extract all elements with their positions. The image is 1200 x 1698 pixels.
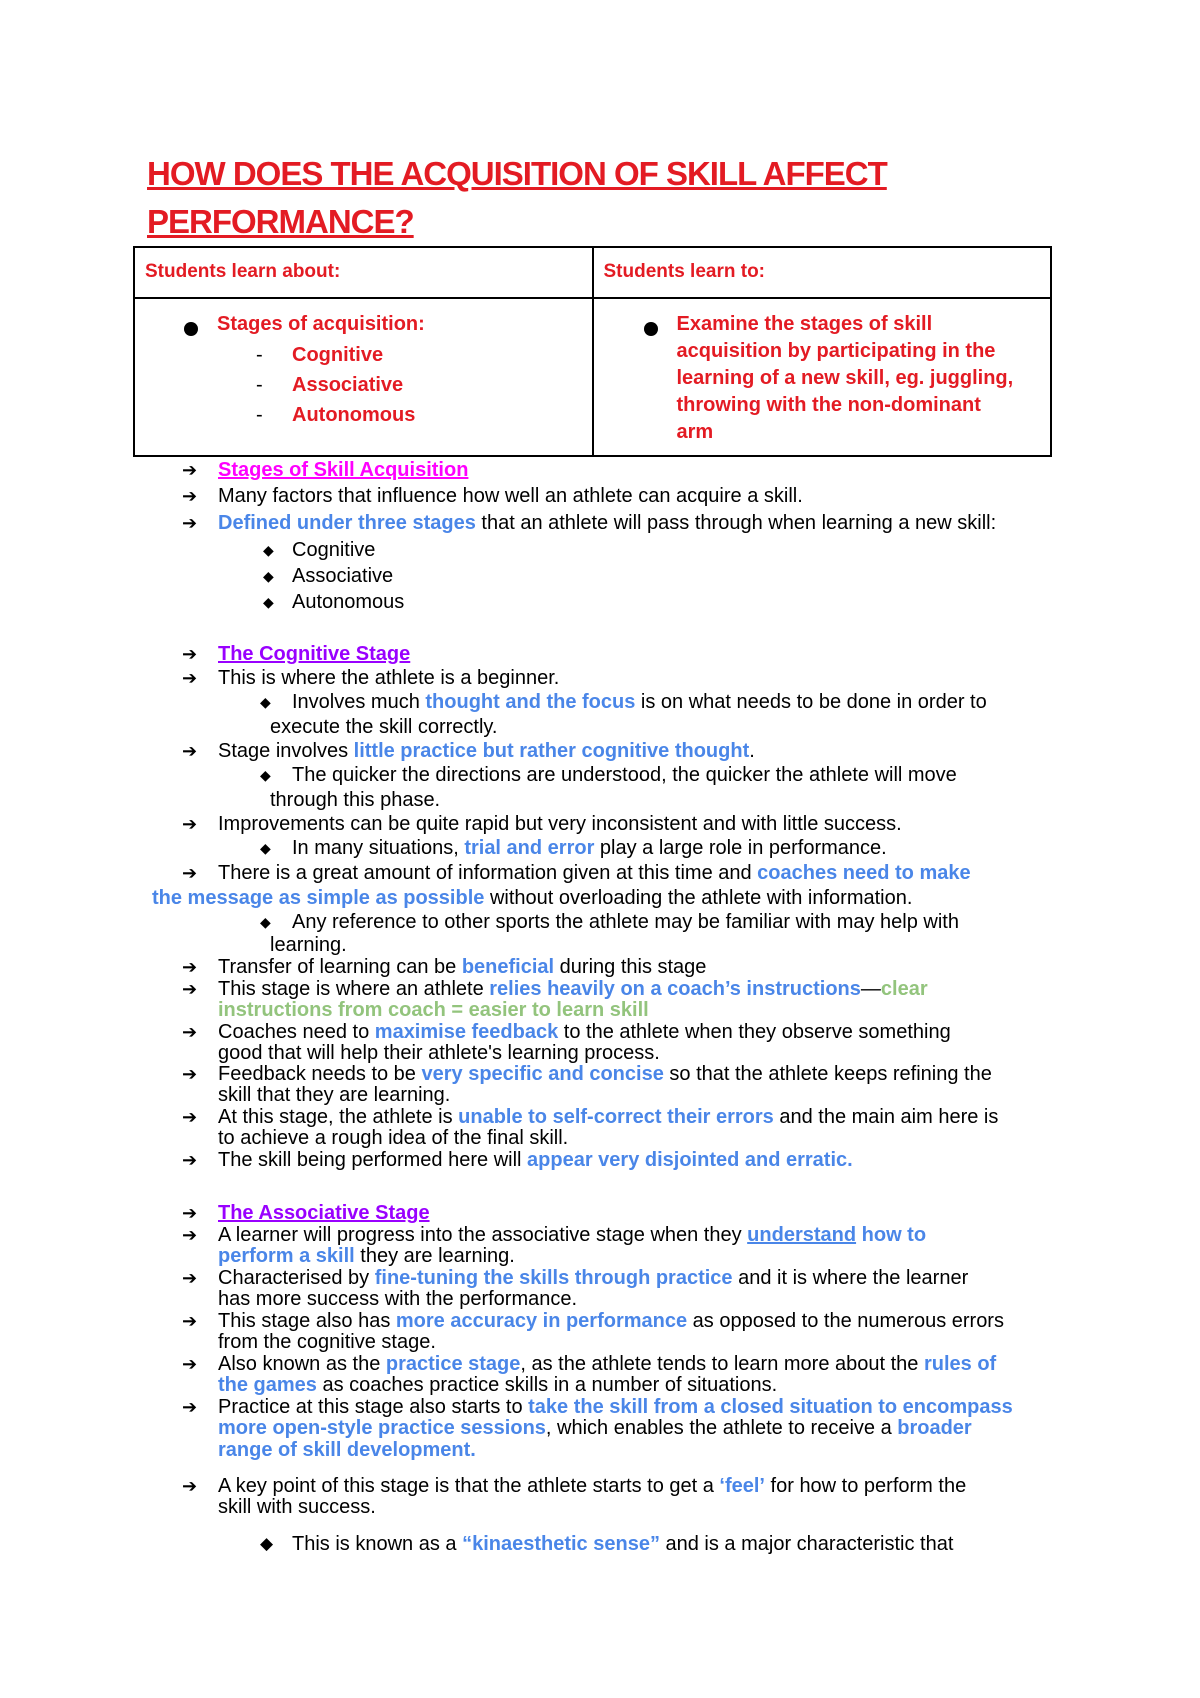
right-arrow-icon: ➔ <box>182 1107 198 1127</box>
right-arrow-icon: ➔ <box>182 486 198 506</box>
note-line: execute the skill correctly. <box>270 716 498 738</box>
table-item-associative: Associative <box>292 374 404 396</box>
highlight-text: little practice but rather cognitive thought <box>353 740 750 762</box>
right-arrow-icon: ➔ <box>182 668 198 688</box>
right-arrow-icon: ➔ <box>182 741 198 761</box>
title-line-2: PERFORMANCE? <box>147 203 414 240</box>
note-line: range of skill development. <box>218 1439 476 1461</box>
diamond-bullet-icon: ◆ <box>260 914 271 930</box>
note-text: This is known as a <box>292 1533 463 1555</box>
note-text: during this stage <box>554 956 707 978</box>
diamond-bullet-icon: ◆ <box>263 594 274 610</box>
note-text: In many situations, <box>292 837 465 859</box>
stage-list-item: Cognitive <box>292 539 376 561</box>
note-text: . <box>749 740 755 762</box>
title-line-1: HOW DOES THE ACQUISITION OF SKILL AFFECT <box>147 155 887 192</box>
note-text: The skill being performed here will <box>218 1149 528 1171</box>
learn-about-cell <box>134 298 593 456</box>
highlight-text: appear very disjointed and erratic. <box>527 1149 853 1171</box>
disc-bullet-icon <box>644 322 658 336</box>
note-line <box>292 1532 953 1556</box>
highlight-text: perform a skill <box>218 1245 355 1267</box>
header-cell-right <box>593 247 1052 298</box>
highlight-text: unable to self-correct their errors <box>458 1106 774 1128</box>
header-learn-to: Students learn to: <box>603 261 766 282</box>
highlight-text: understand <box>747 1224 857 1246</box>
dash-bullet-icon: - <box>256 374 263 396</box>
note-text: and is a major characteristic that <box>659 1533 954 1555</box>
highlight-text: broader <box>897 1417 972 1439</box>
learn-to-cell <box>593 298 1052 456</box>
note-line: skill that they are learning. <box>218 1084 451 1106</box>
note-text: This stage is where an athlete <box>218 978 490 1000</box>
note-line <box>218 1373 777 1397</box>
diamond-bullet-icon: ◆ <box>260 694 271 710</box>
diamond-bullet-icon: ◆ <box>260 840 271 856</box>
note-text: There is a great amount of information given at this time and <box>218 862 758 884</box>
right-arrow-icon: ➔ <box>182 1203 198 1223</box>
right-arrow-icon: ➔ <box>182 1311 198 1331</box>
note-text: , which enables the athlete to receive a <box>545 1417 898 1439</box>
note-text: Transfer of learning can be <box>218 956 462 978</box>
right-arrow-icon: ➔ <box>182 863 198 883</box>
right-arrow-icon: ➔ <box>182 1476 198 1496</box>
highlight-text: very specific and concise <box>421 1063 664 1085</box>
note-text: that an athlete will pass through when learning a new skill: <box>475 512 997 534</box>
disc-bullet-icon <box>184 322 198 336</box>
note-line: good that will help their athlete's learning process. <box>218 1042 660 1064</box>
highlight-text: clear <box>880 978 928 1000</box>
note-text: At this stage, the athlete is <box>218 1106 459 1128</box>
highlight-text: practice stage <box>385 1353 521 1375</box>
note-line <box>218 739 755 763</box>
note-line <box>292 690 987 714</box>
note-line: through this phase. <box>270 789 441 811</box>
highlight-text: fine-tuning the skills through practice <box>374 1267 733 1289</box>
note-line: to achieve a rough idea of the final skill. <box>218 1127 569 1149</box>
note-line <box>218 511 996 535</box>
highlight-text: how to <box>856 1224 927 1246</box>
note-line <box>218 955 706 979</box>
right-arrow-icon: ➔ <box>182 513 198 533</box>
header-cell-left <box>134 247 593 298</box>
highlight-text: maximise feedback <box>374 1021 559 1043</box>
note-line: from the cognitive stage. <box>218 1331 436 1353</box>
right-arrow-icon: ➔ <box>182 814 198 834</box>
note-text: without overloading the athlete with information. <box>484 887 913 909</box>
note-text: — <box>860 978 881 1000</box>
stage-list-item: Associative <box>292 565 394 587</box>
table-item-cognitive: Cognitive <box>292 344 384 366</box>
table-item-autonomous: Autonomous <box>292 404 416 426</box>
diamond-bullet-icon: ◆ <box>263 542 274 558</box>
learn-to-line-1: Examine the stages of skill <box>676 313 933 335</box>
note-text: Coaches need to <box>218 1021 375 1043</box>
syllabus-table <box>133 246 1052 457</box>
note-text: Characterised by <box>218 1267 375 1289</box>
learn-to-line-2: acquisition by participating in the <box>676 340 996 362</box>
highlight-text: more open-style practice sessions <box>218 1417 546 1439</box>
note-text: to the athlete when they observe something <box>558 1021 951 1043</box>
right-arrow-icon: ➔ <box>182 1150 198 1170</box>
note-line: has more success with the performance. <box>218 1288 578 1310</box>
note-line <box>218 1244 515 1268</box>
dash-bullet-icon: - <box>256 344 263 366</box>
note-text: Stage involves <box>218 740 354 762</box>
right-arrow-icon: ➔ <box>182 1064 198 1084</box>
right-arrow-icon: ➔ <box>182 1397 198 1417</box>
note-text: Feedback needs to be <box>218 1063 422 1085</box>
dash-bullet-icon: - <box>256 404 263 426</box>
right-arrow-icon: ➔ <box>182 1225 198 1245</box>
note-text: they are learning. <box>354 1245 515 1267</box>
note-line <box>292 836 887 860</box>
note-line <box>152 886 912 910</box>
note-text: , as the athlete tends to learn more about the <box>520 1353 924 1375</box>
right-arrow-icon: ➔ <box>182 1022 198 1042</box>
note-text: A key point of this stage is that the athlete starts to get a <box>218 1475 720 1497</box>
learn-to-line-5: arm <box>676 421 714 443</box>
note-line: skill with success. <box>218 1496 376 1518</box>
highlight-text: rules of <box>923 1353 997 1375</box>
diamond-bullet-icon: ◆ <box>260 767 271 783</box>
highlight-text: the message as simple as possible <box>152 887 485 909</box>
note-text: This stage also has <box>218 1310 396 1332</box>
section-heading-associative: The Associative Stage <box>218 1202 430 1224</box>
note-line: The quicker the directions are understood, the quicker the athlete will move <box>292 764 957 786</box>
note-line: Any reference to other sports the athlete may be familiar with may help with <box>292 911 959 933</box>
note-line <box>218 1148 853 1172</box>
right-arrow-icon: ➔ <box>182 460 198 480</box>
right-arrow-icon: ➔ <box>182 1354 198 1374</box>
note-text: for how to perform the <box>764 1475 967 1497</box>
note-text: and the main aim here is <box>773 1106 999 1128</box>
section-heading-stages: Stages of Skill Acquisition <box>218 459 469 481</box>
note-text: is on what needs to be done in order to <box>635 691 987 713</box>
highlight-text: relies heavily on a coach’s instructions <box>489 978 861 1000</box>
learn-to-line-4: throwing with the non-dominant <box>676 394 981 416</box>
highlight-text: “kinaesthetic sense” <box>462 1533 660 1555</box>
right-arrow-icon: ➔ <box>182 957 198 977</box>
highlight-text: beneficial <box>461 956 555 978</box>
highlight-text: Defined under three stages <box>218 512 476 534</box>
diamond-bullet-icon: ◆ <box>263 568 274 584</box>
highlight-text: take the skill from a closed situation to encompass <box>528 1396 1013 1418</box>
note-line: Many factors that influence how well an athlete can acquire a skill. <box>218 485 803 507</box>
right-arrow-icon: ➔ <box>182 1268 198 1288</box>
note-text: and it is where the learner <box>732 1267 969 1289</box>
highlight-text: trial and error <box>464 837 595 859</box>
right-arrow-icon: ➔ <box>182 979 198 999</box>
highlight-text: thought and the focus <box>425 691 636 713</box>
note-text: as coaches practice skills in a number of situations. <box>316 1374 778 1396</box>
highlight-text: more accuracy in performance <box>395 1310 688 1332</box>
note-line <box>218 861 971 885</box>
section-heading-cognitive: The Cognitive Stage <box>218 643 411 665</box>
highlight-text: coaches need to make <box>757 862 971 884</box>
note-line <box>218 1416 972 1440</box>
note-text: as opposed to the numerous errors <box>687 1310 1004 1332</box>
note-line: learning. <box>270 934 347 956</box>
right-arrow-icon: ➔ <box>182 644 198 664</box>
note-text: play a large role in performance. <box>594 837 887 859</box>
diamond-bullet-icon: ◆ <box>260 1534 274 1553</box>
learn-to-line-3: learning of a new skill, eg. juggling, <box>676 367 1014 389</box>
note-text: Practice at this stage also starts to <box>218 1396 529 1418</box>
header-learn-about: Students learn about: <box>145 261 341 282</box>
stages-of-acquisition-label: Stages of acquisition: <box>217 313 425 335</box>
note-text: Also known as the <box>218 1353 386 1375</box>
highlight-text: ‘feel’ <box>719 1475 765 1497</box>
note-text: A learner will progress into the associative stage when they <box>218 1224 748 1246</box>
note-line: instructions from coach = easier to learn skill <box>218 999 649 1021</box>
note-line: Improvements can be quite rapid but very inconsistent and with little success. <box>218 813 902 835</box>
document-title <box>147 150 1047 246</box>
stage-list-item: Autonomous <box>292 591 405 613</box>
highlight-text: the games <box>218 1374 317 1396</box>
note-line: This is where the athlete is a beginner. <box>218 667 560 689</box>
note-text: so that the athlete keeps refining the <box>663 1063 992 1085</box>
note-text: Involves much <box>292 691 426 713</box>
